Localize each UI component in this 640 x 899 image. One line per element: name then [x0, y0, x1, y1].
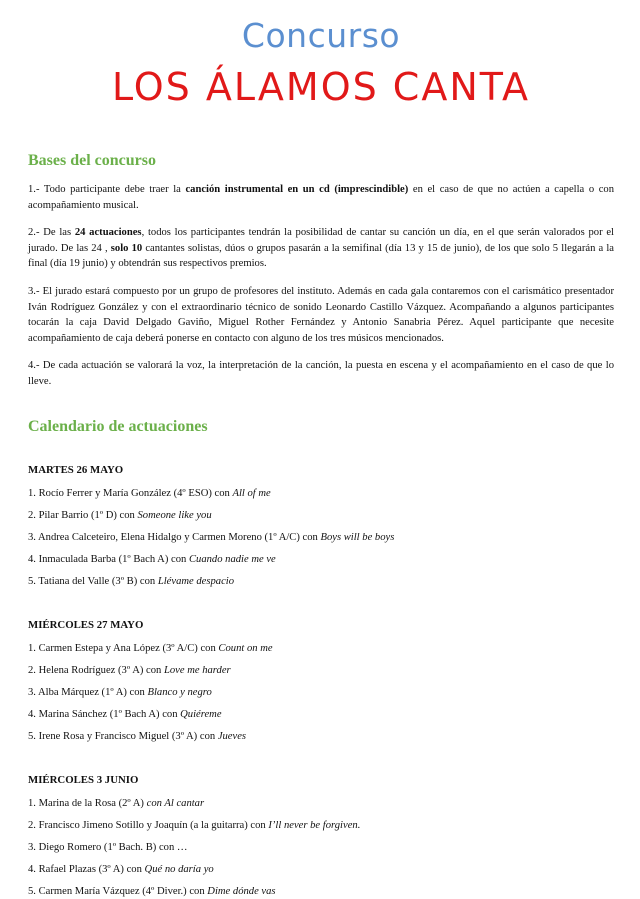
- act-text: 2. Francisco Jimeno Sotillo y Joaquín (a la guitarra) con: [28, 819, 269, 831]
- act-song: Dime dónde vas: [207, 885, 276, 897]
- day-title: MIÉRCOLES 3 JUNIO: [28, 773, 139, 786]
- act-text: 5. Tatiana del Valle (3º B) con: [28, 575, 158, 587]
- act-item: [28, 664, 614, 678]
- act-song: Love me harder: [163, 664, 231, 676]
- rule-1-bold: canción instrumental en un cd (imprescindible): [185, 184, 409, 195]
- day-block: [28, 774, 614, 899]
- act-song: All of me: [232, 487, 271, 499]
- act-text: 1. Marina de la Rosa (2º A): [28, 797, 147, 809]
- act-item: [28, 509, 614, 523]
- act-text: 1. Rocío Ferrer y María González (4º ESO) con: [28, 487, 233, 499]
- title-los-alamos-canta: LOS ÁLAMOS CANTA: [111, 65, 531, 109]
- act-text: 2. Helena Rodríguez (3º A) con: [28, 664, 164, 676]
- act-item: [28, 730, 614, 744]
- act-song: I’ll never be forgiven.: [268, 819, 361, 831]
- act-song: Cuando nadie me ve: [188, 553, 276, 565]
- act-song: Quiéreme: [180, 708, 222, 720]
- rule-2-bold-2: solo 10: [110, 242, 143, 254]
- heading-calendario: Calendario de actuaciones: [28, 417, 208, 435]
- act-song: Jueves: [217, 730, 247, 742]
- act-song: Llévame despacio: [157, 575, 235, 587]
- title-concurso: Concurso: [241, 16, 401, 55]
- rule-3: 3.- El jurado estará compuesto por un grupo de profesores del instituto. Además en cada gala contaremos con el carismático presentador Iván Rodríguez González y con el extraordinario técnico de sonido Leonardo Castillo Vázquez. Acompañando a algunos participantes tocarán la caja David Delgado Gaviño, Miguel Rother Fernández y Antonio Sanabria Pérez. Aquel participante que necesite acompañamiento de caja deberá ponerse en contacto con alguno de los tres músicos mencionados.: [28, 285, 614, 344]
- heading-bases: Bases del concurso: [28, 152, 156, 169]
- act-item: [28, 819, 614, 833]
- act-item: [28, 885, 614, 899]
- act-item: [28, 487, 614, 501]
- act-song: Blanco y negro: [147, 686, 212, 698]
- act-item: [28, 863, 614, 877]
- act-song: Qué no daría yo: [144, 863, 214, 875]
- day-block: [28, 619, 614, 744]
- act-song: Boys will be boys: [320, 531, 395, 543]
- rule-2-text-end: cantantes solistas, dúos o grupos pasarán a la semifinal (día 13 y 15 de junio), de los que solo 5 llegarán a la final (día 19 junio) y obtendrán sus respectivos premios.: [28, 242, 614, 270]
- day-block: [28, 464, 614, 589]
- rule-4: 4.- De cada actuación se valorará la voz, la interpretación de la canción, la puesta en escena y el acompañamiento en el caso de que lo lleve.: [28, 360, 614, 387]
- rule-2-bold: 24 actuaciones: [74, 227, 142, 239]
- act-text: 5. Irene Rosa y Francisco Miguel (3º A) con: [28, 730, 218, 742]
- act-song: Count on me: [218, 642, 273, 654]
- rule-2-text-mid: , todos los participantes tendrán la posibilidad de cantar su canción un día, en el que serán valorados por el jurado. De las 24 ,: [28, 227, 614, 254]
- act-text: 3. Andrea Calceteiro, Elena Hidalgo y Carmen Moreno (1º A/C) con: [28, 531, 321, 543]
- rule-2: [28, 225, 614, 272]
- act-text: 3. Alba Márquez (1º A) con: [28, 686, 148, 698]
- act-text: 1. Carmen Estepa y Ana López (3º A/C) con: [28, 642, 219, 654]
- act-item: [28, 531, 614, 545]
- act-text: 2. Pilar Barrio (1º D) con: [28, 509, 138, 521]
- act-item: [28, 686, 614, 700]
- act-item: [28, 575, 614, 589]
- act-item: [28, 708, 614, 722]
- act-item: [28, 797, 614, 811]
- act-item: [28, 553, 614, 567]
- rule-1-text-end: en el caso de que no actúen a capella o con acompañamiento musical.: [28, 184, 614, 211]
- rule-1: [28, 182, 614, 213]
- act-item: [28, 841, 614, 855]
- act-text: 4. Marina Sánchez (1º Bach A) con: [28, 708, 181, 720]
- act-item: [28, 642, 614, 656]
- act-text: 4. Rafael Plazas (3º A) con: [28, 863, 145, 875]
- day-title: MIÉRCOLES 27 MAYO: [28, 618, 144, 631]
- act-song: con Al cantar: [146, 797, 205, 809]
- rule-2-text: 2.- De las: [28, 227, 75, 239]
- rule-1-text: 1.- Todo participante debe traer la: [28, 184, 186, 195]
- act-text: 5. Carmen María Vázquez (4º Diver.) con: [28, 885, 208, 897]
- act-song: Someone like you: [137, 509, 212, 521]
- day-title: MARTES 26 MAYO: [28, 463, 124, 476]
- act-text: 3. Diego Romero (1º Bach. B) con …: [28, 841, 188, 853]
- act-text: 4. Inmaculada Barba (1º Bach A) con: [28, 553, 189, 565]
